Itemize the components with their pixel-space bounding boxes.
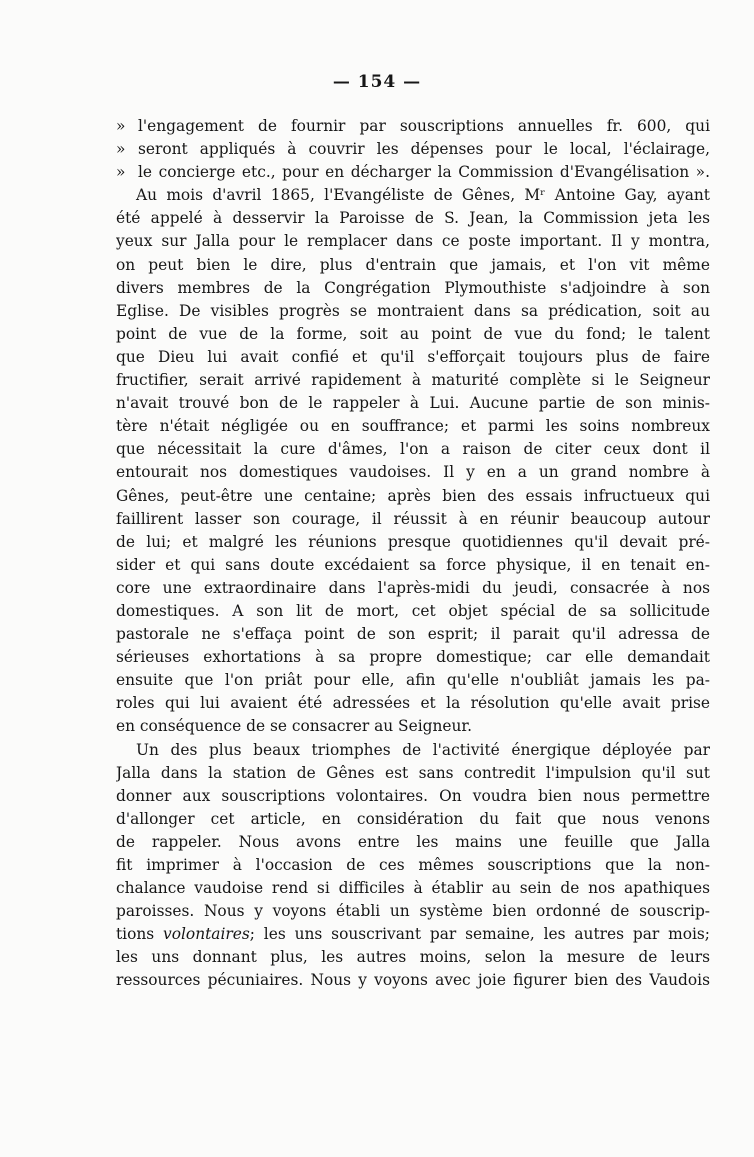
paragraph-line: point de vue de la forme, soit au point de vue du fond; le talent — [116, 324, 710, 343]
paragraph-line: que nécessitait la cure d'âmes, l'on a raison de citer ceux dont il — [116, 440, 710, 459]
paragraph-line: paroisses. Nous y voyons établi un système bien ordonné de souscrip- — [116, 902, 710, 921]
italic-word: volontaires — [163, 925, 250, 944]
paragraph-line: fructifier, serait arrivé rapidement à maturité complète si le Seigneur — [116, 371, 710, 390]
paragraph-line: été appelé à desservir la Paroisse de S. Jean, la Commission jeta les — [116, 209, 710, 228]
paragraph-line: pastorale ne s'effaça point de son esprit; il parait qu'il adressa de — [116, 625, 710, 644]
paragraph-line: entourait nos domestiques vaudoises. Il y en a un grand nombre à — [116, 463, 710, 482]
quote-line — [116, 138, 710, 161]
paragraph-line: Jalla dans la station de Gênes est sans contredit l'impulsion qu'il sut — [116, 763, 710, 782]
quote-line — [116, 161, 710, 184]
quote-mark: » — [116, 117, 126, 135]
paragraph-line: de lui; et malgré les réunions presque quotidiennes qu'il devait pré- — [116, 532, 710, 551]
paragraph-line: yeux sur Jalla pour le remplacer dans ce poste important. Il y montra, — [116, 232, 710, 251]
paragraph-line: ensuite que l'on priât pour elle, afin qu'elle n'oubliât jamais les pa- — [116, 671, 710, 690]
paragraph-line: tère n'était négligée ou en souffrance; et parmi les soins nombreux — [116, 417, 710, 436]
quote-mark: » — [116, 140, 126, 159]
line-prefix: tions — [116, 925, 164, 944]
paragraph-line: de rappeler. Nous avons entre les mains une feuille que Jalla — [116, 832, 710, 851]
paragraph-line-with-italic — [116, 923, 710, 946]
paragraph-line: divers membres de la Congrégation Plymouthiste s'adjoindre à son — [116, 278, 710, 297]
paragraph-line: Gênes, peut-être une centaine; après bien des essais infructueux qui — [116, 486, 710, 505]
paragraph-line: que Dieu lui avait confié et qu'il s'efforçait toujours plus de faire — [116, 347, 710, 366]
paragraph-line: les uns donnant plus, les autres moins, selon la mesure de leurs — [116, 948, 710, 967]
body-text — [116, 115, 710, 993]
quote-mark: » — [116, 163, 126, 182]
paragraph-line: fit imprimer à l'occasion de ces mêmes souscriptions que la non- — [116, 856, 710, 874]
paragraph-line: chalance vaudoise rend si difficiles à établir au sein de nos apathiques — [116, 879, 710, 898]
paragraph-line: donner aux souscriptions volontaires. On voudra bien nous permettre — [116, 786, 710, 805]
paragraph-line: roles qui lui avaient été adressées et la résolution qu'elle avait prise — [116, 694, 710, 713]
paragraph-line: ressources pécuniaires. Nous y voyons avec joie figurer bien des Vaudois — [116, 971, 710, 990]
quote-text: seront appliqués à couvrir les dépenses pour le local, l'éclairage, — [138, 140, 710, 159]
paragraph-line: domestiques. A son lit de mort, cet objet spécial de sa sollicitude — [116, 601, 710, 620]
page-number: — 154 — — [332, 72, 422, 92]
paragraph-line: on peut bien le dire, plus d'entrain que jamais, et l'on vit même — [116, 255, 710, 274]
paragraph-line: Au mois d'avril 1865, l'Evangéliste de Gênes, Mʳ Antoine Gay, ayant — [136, 186, 710, 205]
paragraph-line: Un des plus beaux triomphes de l'activité énergique déployée par — [136, 740, 710, 759]
paragraph-line: sérieuses exhortations à sa propre domestique; car elle demandait — [116, 648, 710, 667]
paragraph-line: en conséquence de se consacrer au Seigneur. — [116, 717, 472, 736]
quote-line — [116, 115, 710, 138]
line-rest: ; les uns souscrivant par semaine, les autres par mois; — [249, 925, 710, 944]
paragraph-line: core une extraordinaire dans l'après-midi du jeudi, consacrée à nos — [116, 578, 710, 597]
paragraph-line: sider et qui sans doute excédaient sa force physique, il en tenait en- — [116, 555, 710, 574]
quote-text: le concierge etc., pour en décharger la Commission d'Evangélisation ». — [138, 163, 710, 182]
quote-text: l'engagement de fournir par souscriptions annuelles fr. 600, qui — [138, 117, 710, 135]
paragraph-line: d'allonger cet article, en considération du fait que nous venons — [116, 809, 710, 828]
paragraph-line: faillirent lasser son courage, il réussit à en réunir beaucoup autour — [116, 509, 710, 528]
paragraph-line: n'avait trouvé bon de le rappeler à Lui. Aucune partie de son minis- — [116, 394, 710, 413]
paragraph-line: Eglise. De visibles progrès se montraient dans sa prédication, soit au — [116, 301, 710, 320]
